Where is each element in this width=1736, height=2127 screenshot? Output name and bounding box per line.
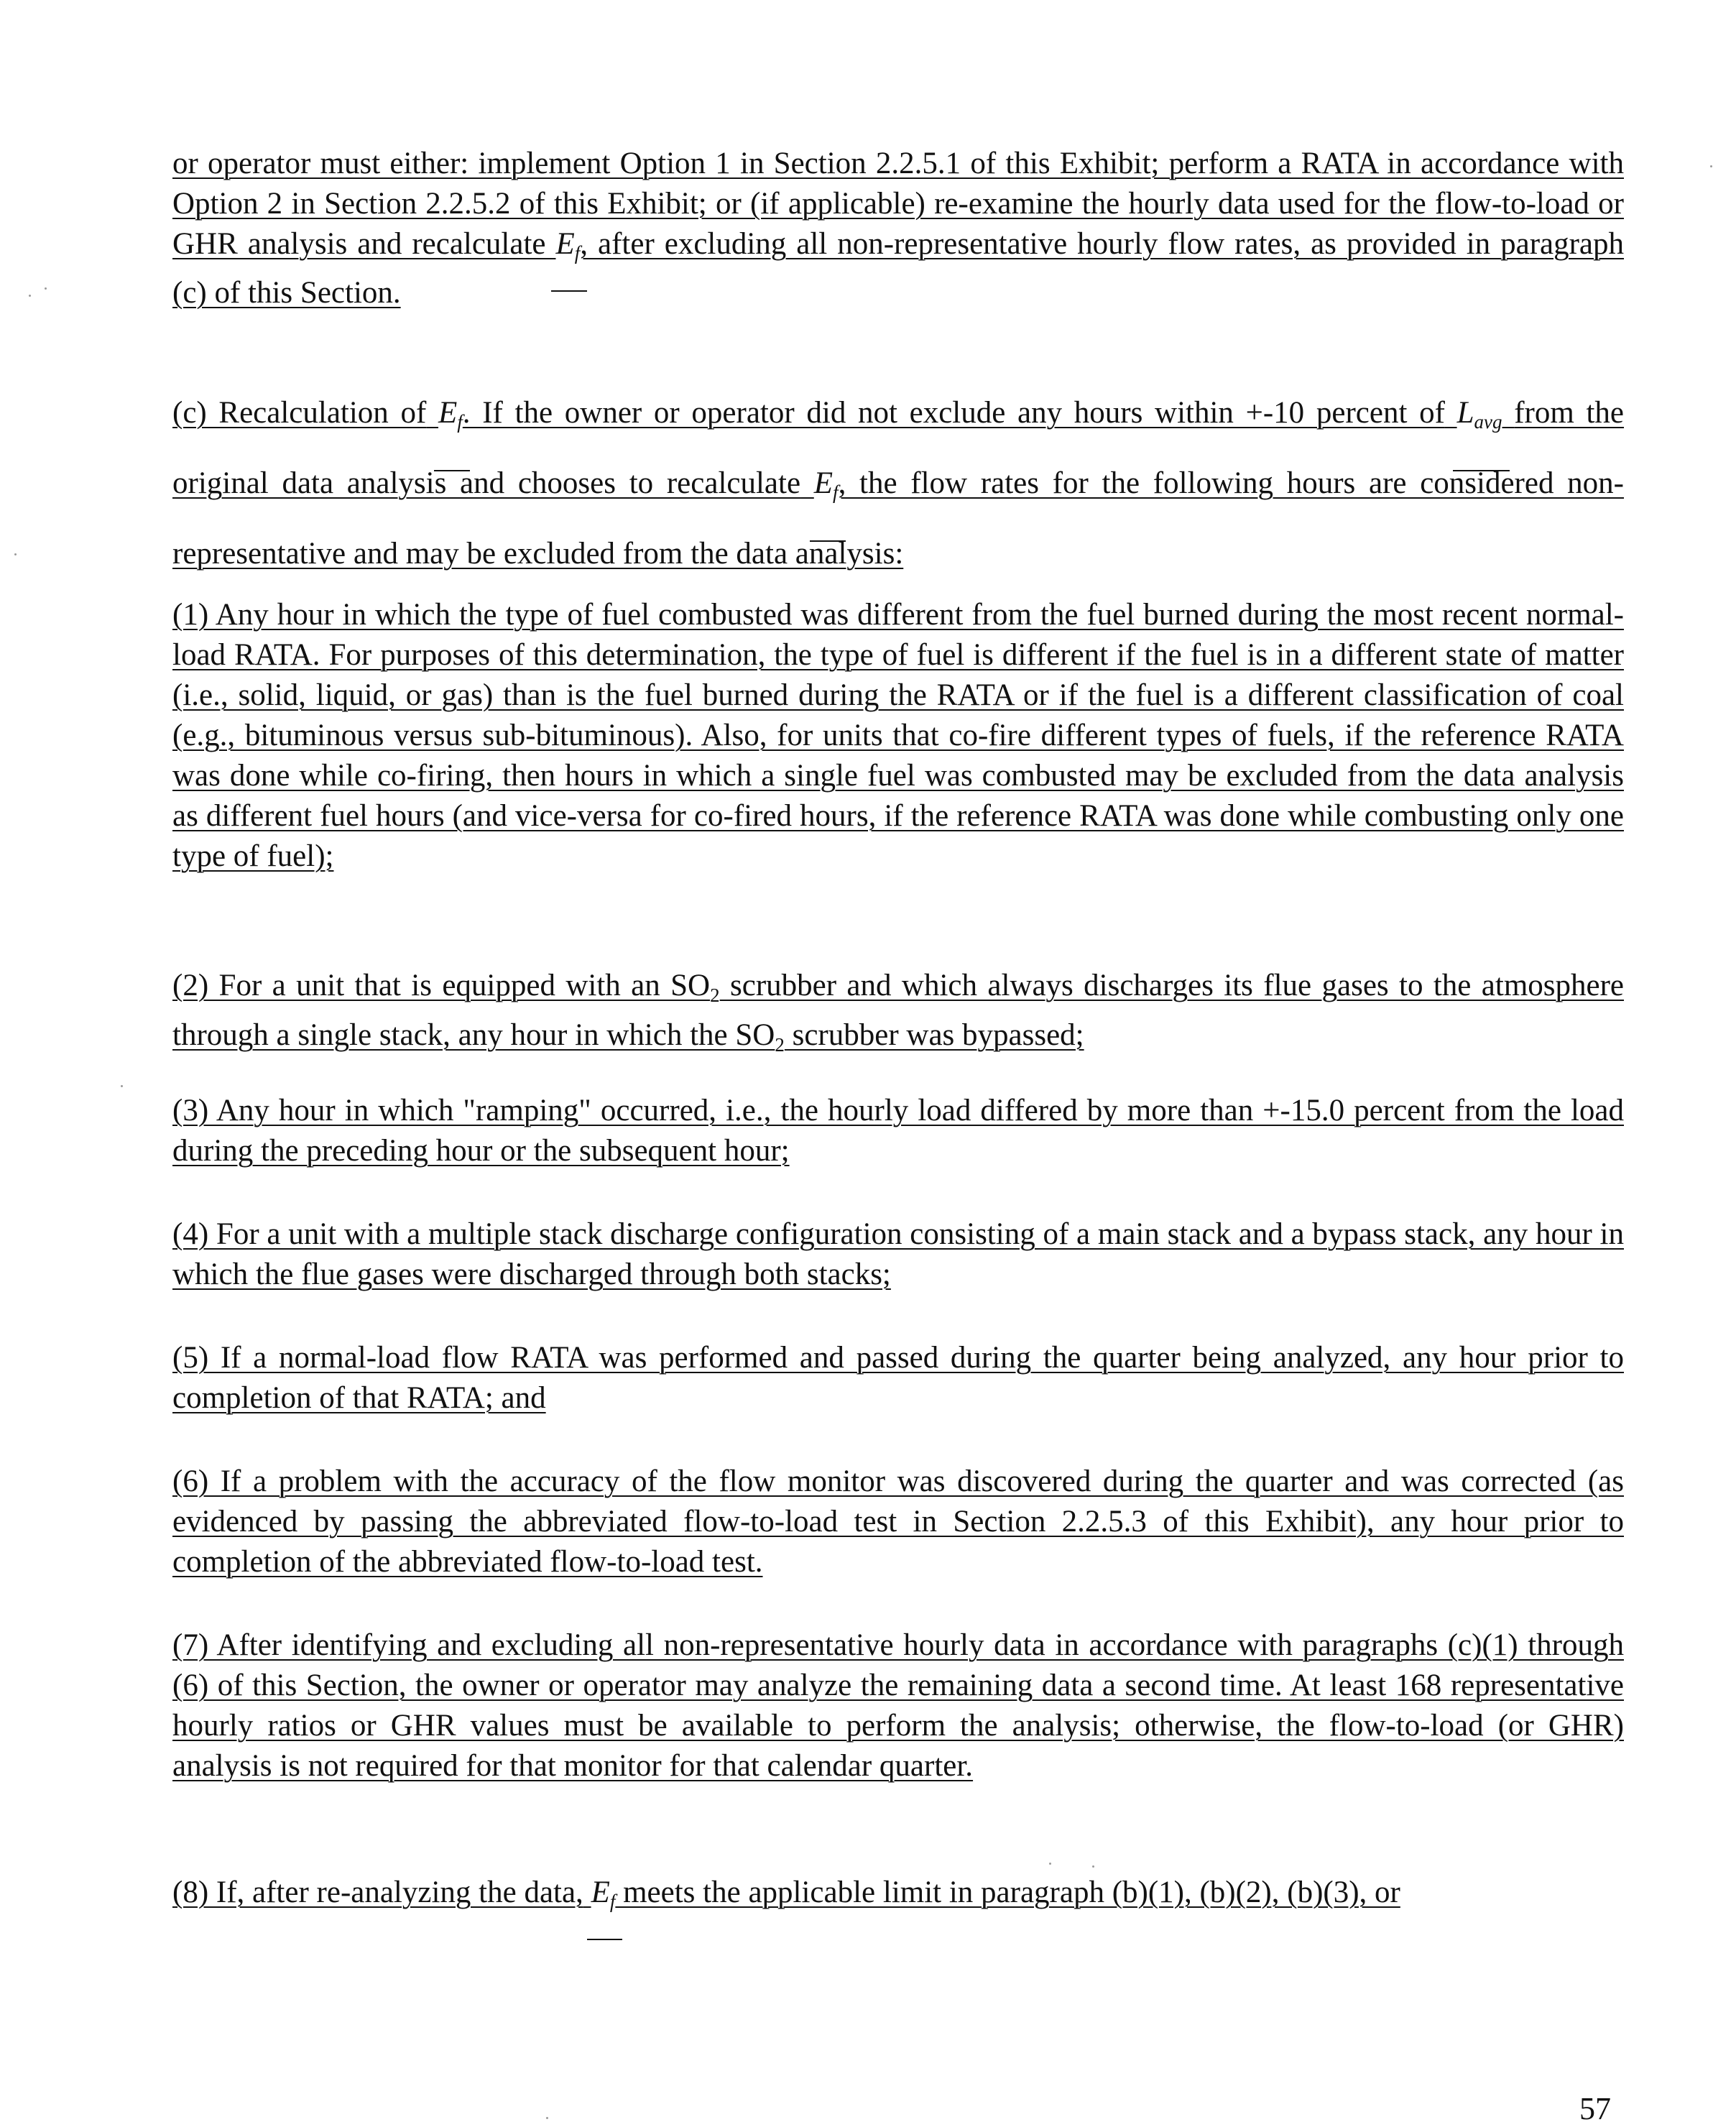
l-avg-symbol: $L_{avg}$ [1457,382,1502,453]
scan-speck [29,295,31,297]
paragraph-c [172,382,1624,585]
scan-speck [1710,165,1712,167]
e-f-symbol: $E_f$ [814,453,839,523]
page-number: 57 [1579,2091,1611,2126]
scan-speck [45,287,47,290]
paragraph-text: , after excluding all non-representative hourly flow rates, as provided in paragraph (c) of this Section. [172,227,1625,310]
list-item-5: (5) If a normal-load flow RATA was performed and passed during the quarter being analyzed, any hour prior to completion of that RATA; and [172,1341,1624,1415]
paragraph-text: . If the owner or operator did not exclude any hours within +-10 percent of [462,396,1445,430]
paragraph-b-continuation [172,144,1624,313]
paragraph-text: scrubber and which always discharges its flue gases to the atmosphere through a single stack, any hour in which the SO [172,969,1624,1052]
paragraph-text: scrubber was bypassed; [784,1018,1084,1052]
paragraph-text: or operator must either: implement Option 1 in Section 2.2.5.1 of this Exhibit; perform a RATA in accordance with Option 2 in Section 2.2.5.2 of this Exhibit; or (if applicable) re-examine the hourly data used for the flow-to-load or GHR analysis and recalculate [172,147,1624,261]
paragraph-heading: (c) Recalculation of [172,396,427,430]
scan-speck [1092,1865,1094,1868]
e-f-symbol: $E_f$ [591,1873,616,1921]
list-item-6: (6) If a problem with the accuracy of the flow monitor was discovered during the quarter and was corrected (as evidenced by passing the abbreviated flow-to-load test in Section 2.2.5.3 of this Exhibit), any hour prior to completion of the abbreviated flow-to-load test. [172,1464,1624,1579]
list-item-7: (7) After identifying and excluding all non-representative hourly data in accordance with paragraphs (c)(1) through (6) of this Section, the owner or operator may analyze the remaining data a second time. At least 168 representative hourly ratios or GHR values must be available to perform the analysis; otherwise, the flow-to-load (or GHR) analysis is not required for that monitor for that calendar quarter. [172,1628,1624,1783]
e-f-symbol: $E_f$ [438,382,463,453]
subscript: 2 [775,1034,785,1056]
paragraph-text: from the original data analysis and chooses to recalculate [172,396,1624,500]
scan-speck [546,2117,548,2119]
list-item-2 [172,966,1624,1065]
scan-speck [14,553,17,555]
list-item-1: (1) Any hour in which the type of fuel combusted was different from the fuel burned during the most recent normal-load RATA. For purposes of this determination, the type of fuel is different if the fuel is in a different state of matter (i.e., solid, liquid, or gas) than is the fuel burned during the RATA or if the fuel is a different classification of coal (e.g., bituminous versus sub-bituminous). Also, for units that co-fire different types of fuels, if the reference RATA was done while co-firing, then hours in which a single fuel was combusted may be excluded from the data analysis as different fuel hours (and vice-versa for co-fired hours, if the reference RATA was done while combusting only one type of fuel); [172,598,1624,873]
paragraph-text: meets the applicable limit in paragraph (b)(1), (b)(2), (b)(3), or [615,1875,1400,1909]
paragraph-text: (2) For a unit that is equipped with an SO [172,969,711,1002]
list-item-4: (4) For a unit with a multiple stack discharge configuration consisting of a main stack and a bypass stack, any hour in which the flue gases were discharged through both stacks; [172,1217,1624,1291]
paragraph-text: , the flow rates for the following hours are considered non-representative and may be excluded from the data analysis: [172,466,1624,571]
paragraph-text: (8) If, after re-analyzing the data, [172,1875,583,1909]
list-item-8 [172,1873,1624,1921]
e-f-symbol: $E_f$ [555,224,580,273]
list-item-3: (3) Any hour in which "ramping" occurred, i.e., the hourly load differed by more than +-15.0 percent from the load during the preceding hour or the subsequent hour; [172,1094,1624,1168]
subscript: 2 [710,984,720,1006]
scan-speck [1049,1863,1051,1865]
scan-speck [121,1085,123,1087]
